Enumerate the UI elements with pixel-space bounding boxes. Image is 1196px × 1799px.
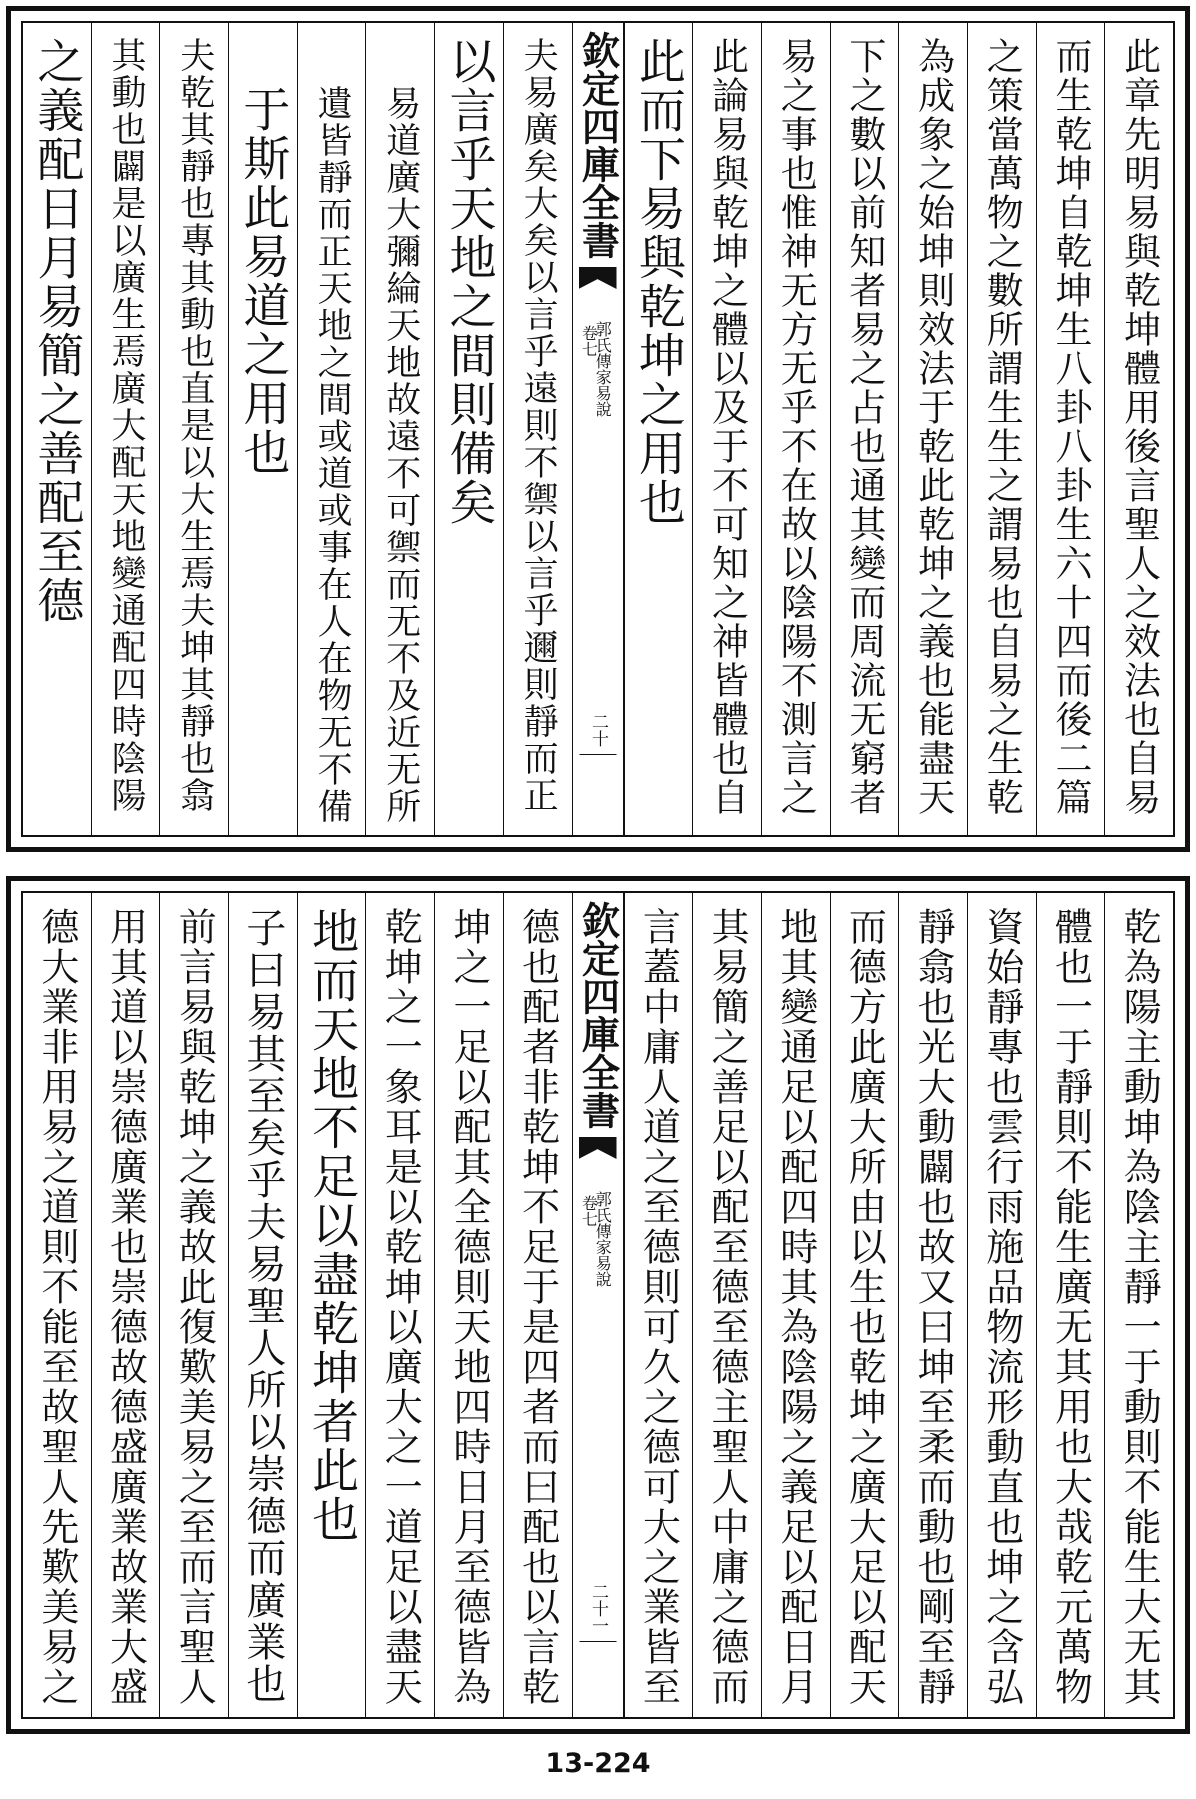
- column-text: 之義配日月易簡之善配至德: [29, 37, 85, 625]
- column-text: 此章先明易與乾坤體用後言聖人之效法也自易: [1117, 37, 1161, 817]
- text-column: [434, 23, 503, 835]
- upper-page-columns: [21, 21, 1175, 837]
- text-column: [898, 893, 967, 1717]
- column-text: 德大業非用易之道則不能至故聖人先歎美易之: [34, 907, 79, 1707]
- text-column: [503, 23, 572, 835]
- fish-tail-mark-top: [579, 267, 617, 289]
- column-text: 此論易與乾坤之體以及于不可知之神皆體也自: [705, 37, 749, 817]
- column-text: 之策當萬物之數所謂生生之謂易也自易之生乾: [980, 37, 1024, 817]
- column-text: 此而下易與乾坤之用也: [630, 37, 686, 527]
- column-text: 易之事也惟神无方无乎不在故以陰陽不測言之: [774, 37, 818, 817]
- text-column: [297, 23, 366, 835]
- column-text: 坤之一足以配其全德則天地四時日月至德皆為: [446, 907, 491, 1707]
- text-column: [624, 893, 693, 1717]
- column-text: 靜翕也光大動闢也故又曰坤至柔而動也剛至靜: [911, 907, 956, 1707]
- column-text: 遺皆靜而正天地之間或道或事在人在物无不備: [312, 85, 353, 825]
- text-column: [967, 893, 1036, 1717]
- column-text: 其易簡之善足以配至德至德主聖人中庸之德而: [705, 907, 750, 1707]
- folio-number: 二十: [588, 713, 608, 747]
- page-reference: 13-224: [545, 1748, 651, 1779]
- text-column: [692, 23, 761, 835]
- text-column: [228, 23, 297, 835]
- text-column: [23, 23, 91, 835]
- column-text: 下之數以前知者易之占也通其變而周流无窮者: [842, 37, 886, 817]
- text-column: [434, 893, 503, 1717]
- book-title: 郭氏傳家易說: [593, 321, 613, 417]
- text-column: [830, 893, 899, 1717]
- text-column: [91, 23, 160, 835]
- column-text: 夫易廣矣大矣以言乎遠則不禦以言乎邇則靜而正: [518, 37, 559, 814]
- column-text: 地而天地不足以盡乾坤者此也: [304, 907, 360, 1544]
- text-column: [1104, 893, 1173, 1717]
- column-text: 地其變通足以配四時其為陰陽之義足以配日月: [773, 907, 818, 1707]
- text-column: [365, 893, 434, 1717]
- text-column: [761, 893, 830, 1717]
- text-column: [91, 893, 160, 1717]
- column-text: 德也配者非乾坤不足于是四者而曰配也以言乾: [515, 907, 560, 1707]
- book-title: 郭氏傳家易說: [593, 1191, 613, 1287]
- volume-label: 卷七: [579, 325, 599, 357]
- fold-center-strip: [572, 893, 624, 1717]
- column-text: 易道廣大彌綸天地故遠不可禦而无不及近无所: [380, 85, 421, 825]
- column-text: 于斯此易道之用也: [235, 85, 291, 477]
- text-column: [967, 23, 1036, 835]
- lower-page: [6, 876, 1190, 1734]
- column-text: 夫乾其靜也專其動也直是以大生焉夫坤其靜也翕: [174, 37, 215, 814]
- text-column: [1036, 23, 1105, 835]
- column-text: 子曰易其至矣乎夫易聖人所以崇德而廣業也: [239, 907, 286, 1705]
- column-text: 體也一于靜則不能生廣无其用也大哉乾元萬物: [1048, 907, 1093, 1707]
- upper-page: [6, 6, 1190, 852]
- column-text: 而德方此廣大所由以生也乾坤之廣大足以配天: [842, 907, 887, 1707]
- text-column: [365, 23, 434, 835]
- volume-label: 卷七: [579, 1195, 599, 1227]
- text-column: [1104, 23, 1173, 835]
- lower-page-columns: [21, 891, 1175, 1719]
- column-text: 用其道以崇德廣業也崇德故德盛廣業故業大盛: [103, 907, 148, 1707]
- column-text: 前言易與乾坤之義故此復歎美易之至而言聖人: [172, 907, 217, 1707]
- text-column: [159, 893, 228, 1717]
- column-text: 資始靜專也雲行雨施品物流形動直也坤之含弘: [979, 907, 1024, 1707]
- folio-number: 二十一: [588, 1583, 608, 1634]
- column-text: 而生乾坤自乾坤生八卦八卦生六十四而後二篇: [1048, 37, 1092, 817]
- text-column: [761, 23, 830, 835]
- text-column: [23, 893, 91, 1717]
- fish-tail-mark-top: [579, 1137, 617, 1159]
- text-column: [228, 893, 297, 1717]
- text-column: [503, 893, 572, 1717]
- column-text: 以言乎天地之間則備矣: [441, 37, 497, 527]
- column-text: 乾坤之一象耳是以乾坤以廣大之一道足以盡天: [378, 907, 423, 1707]
- text-column: [1036, 893, 1105, 1717]
- text-column: [898, 23, 967, 835]
- library-title: 欽定四庫全書: [575, 31, 621, 259]
- text-column: [159, 23, 228, 835]
- column-text: 乾為陽主動坤為陰主靜一于動則不能生大无其: [1117, 907, 1162, 1707]
- text-column: [692, 893, 761, 1717]
- column-text: 其動也闢是以廣生焉廣大配天地變通配四時陰陽: [106, 37, 147, 814]
- library-title: 欽定四庫全書: [575, 901, 621, 1129]
- column-text: 言蓋中庸人道之至德則可久之德可大之業皆至: [636, 907, 681, 1707]
- text-column: [830, 23, 899, 835]
- text-column: [297, 893, 366, 1717]
- text-column: [624, 23, 693, 835]
- column-text: 為成象之始坤則效法于乾此乾坤之義也能盡天: [911, 37, 955, 817]
- fold-center-strip: [572, 23, 624, 835]
